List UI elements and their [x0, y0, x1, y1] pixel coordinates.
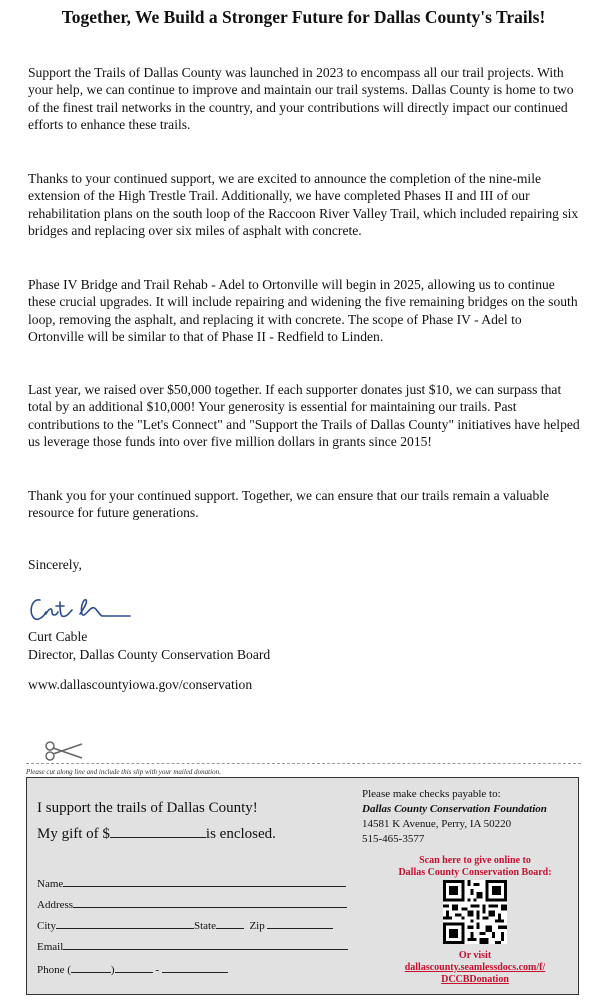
- city-label: City: [37, 920, 56, 932]
- zip-label: Zip: [249, 920, 265, 932]
- name-label: Name: [37, 878, 64, 890]
- paragraph-progress: Thanks to your continued support, we are excited to announce the completion of the nine-mile extension of the High Trestle Trail. Additionally, we have completed Phases II and III of our rehabilitation plans on the south loop of the Raccoon River Valley Trail, which included repairing six bridges and replacing over six miles of asphalt with concrete.: [28, 171, 579, 238]
- name-field[interactable]: [37, 876, 346, 890]
- visit-online: [387, 950, 563, 986]
- foundation-phone: 515-465-3577: [362, 833, 425, 845]
- scan-instructions: [389, 855, 561, 879]
- foundation-name: Dallas County Conservation Foundation: [362, 803, 547, 815]
- signer-title: Director, Dallas County Conservation Board: [28, 647, 271, 662]
- paragraph-thanks: Thank you for your continued support. Together, we can ensure that our trails remain a valuable resource for future generations.: [28, 488, 550, 521]
- scan-line-1: Scan here to give online to: [419, 855, 531, 866]
- scissors-icon: [44, 740, 86, 762]
- payable-to-label: Please make checks payable to:: [362, 788, 501, 800]
- gift-amount-blank[interactable]: [110, 827, 206, 838]
- paragraph-fundraising: Last year, we raised over $50,000 together. If each supporter donates just $10, we can surpass that total by an additional $10,000! Your generosity is essential for maintaining our trails. Past contributions to the "Let's Connect" and "Support the Trails of Dallas County" initiatives have helped us leverage those funds into over five million dollars in grants since 2015!: [28, 382, 580, 449]
- payment-info: [362, 787, 547, 847]
- website-link[interactable]: www.dallascountyiowa.gov/conservation: [28, 677, 253, 692]
- donation-url-line-2[interactable]: DCCBDonation: [441, 974, 509, 985]
- gift-suffix: is enclosed.: [205, 826, 276, 842]
- signature-image: [26, 592, 136, 626]
- paragraph-intro: Support the Trails of Dallas County was launched in 2023 to encompass all our trail projects. With your help, we can continue to improve and maintain our trail systems. Dallas County is home to two of the finest trail networks in the country, and your contributions will directly impact our continued efforts to enhance these trails.: [28, 65, 574, 132]
- scan-line-2: Dallas County Conservation Board:: [398, 867, 552, 878]
- area-code-blank[interactable]: [71, 962, 111, 973]
- phone-field[interactable]: [37, 962, 228, 976]
- address-field[interactable]: [37, 897, 347, 911]
- email-field[interactable]: [37, 939, 348, 953]
- zip-blank[interactable]: [267, 918, 333, 929]
- donation-slip: [26, 777, 579, 995]
- email-blank[interactable]: [63, 939, 348, 950]
- address-label: Address: [37, 899, 74, 911]
- cut-line: [26, 763, 581, 764]
- phone-label: Phone (: [37, 964, 71, 976]
- email-label: Email: [37, 941, 64, 953]
- phone-line-blank[interactable]: [162, 962, 228, 973]
- state-label: State: [193, 920, 216, 932]
- foundation-address: 14581 K Avenue, Perry, IA 50220: [362, 818, 512, 830]
- city-blank[interactable]: [56, 918, 194, 929]
- phone-prefix-blank[interactable]: [115, 962, 153, 973]
- donation-url-line-1[interactable]: dallascounty.seamlessdocs.com/f/: [404, 962, 546, 973]
- city-state-zip-field[interactable]: [37, 918, 333, 932]
- address-blank[interactable]: [73, 897, 347, 908]
- closing: Sincerely,: [28, 557, 82, 572]
- phone-close-paren: ): [110, 964, 115, 976]
- state-blank[interactable]: [216, 918, 244, 929]
- qr-code-image[interactable]: [443, 880, 507, 944]
- name-blank[interactable]: [63, 876, 346, 887]
- support-line: I support the trails of Dallas County!: [37, 800, 258, 816]
- signer-name: Curt Cable: [28, 629, 88, 644]
- page-title: Together, We Build a Stronger Future for Dallas County's Trails!: [61, 7, 546, 27]
- phone-dash: -: [155, 964, 160, 976]
- cut-note: Please cut along line and include this slip with your mailed donation.: [26, 768, 221, 776]
- visit-label: Or visit: [458, 950, 492, 961]
- gift-amount-line: [37, 826, 276, 843]
- gift-prefix: My gift of $: [37, 826, 110, 842]
- paragraph-phase-iv: Phase IV Bridge and Trail Rehab - Adel to Ortonville will begin in 2025, allowing us to continue these crucial upgrades. It will include repairing and widening the five remaining bridges on the south loop, removing the asphalt, and replacing it with concrete. The scope of Phase IV - Adel to Ortonville will be similar to that of Phase II - Redfield to Linden.: [28, 277, 578, 344]
